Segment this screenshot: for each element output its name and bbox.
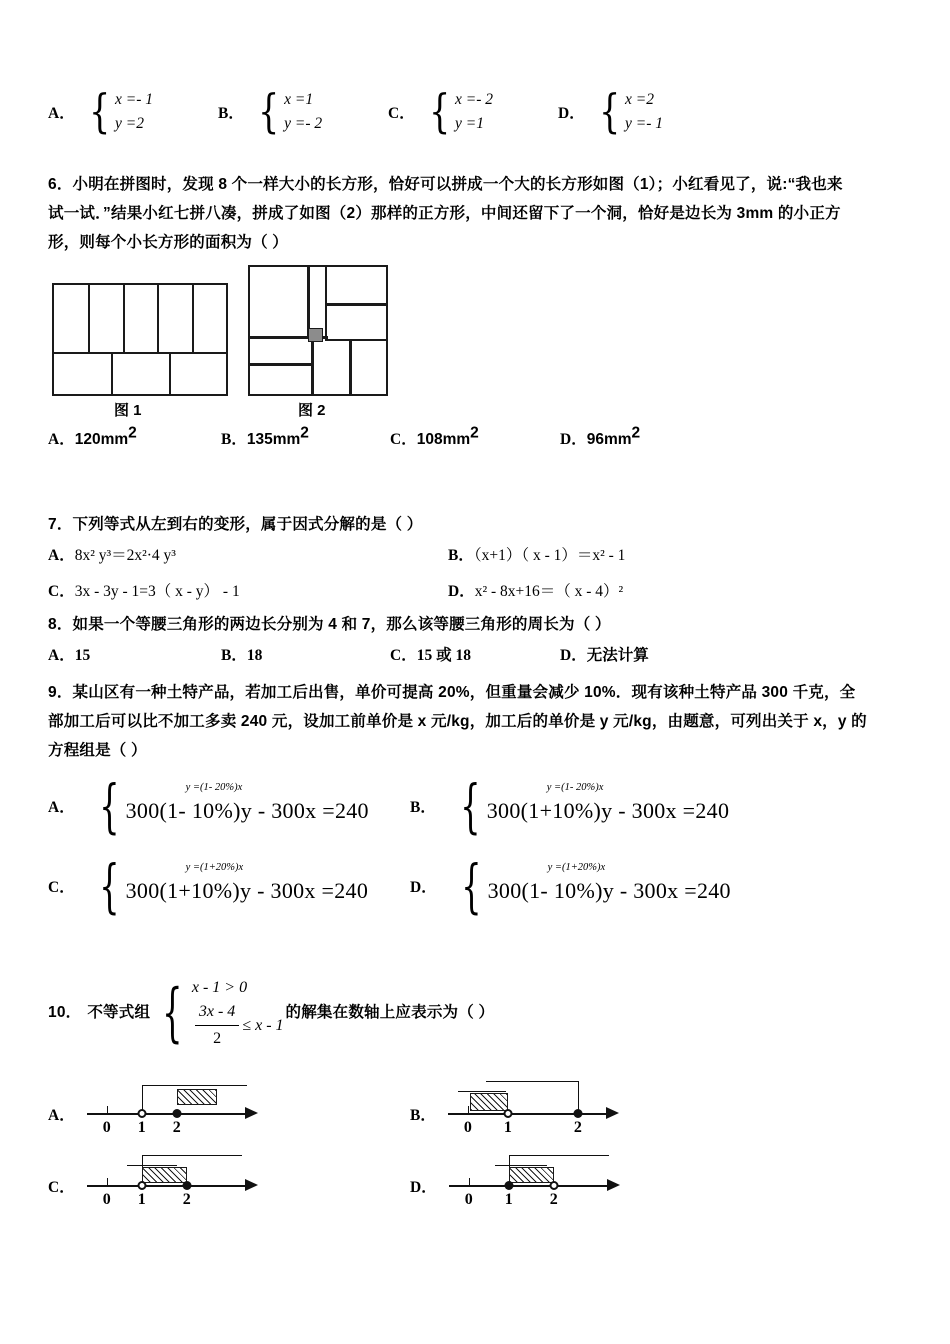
- solution-overtick-a: [142, 1085, 143, 1111]
- axis-arrow-icon-d: [607, 1179, 620, 1191]
- solution-overline-d: [509, 1155, 609, 1156]
- option-a-label-q8: A．: [48, 646, 75, 664]
- tick-label-1-b: 1: [503, 1119, 512, 1136]
- option-c-label-q9: C．: [48, 878, 75, 896]
- tick-label-0-b: 0: [463, 1119, 472, 1136]
- option-b-exp-q6: 2: [300, 424, 309, 442]
- option-b-q10[interactable]: [410, 1075, 623, 1137]
- option-a-x-q5: x =- 1: [114, 91, 153, 108]
- question-9-line1: 某山区有一种土特产品，若加工后出售，单价可提高 20%，但重量会减少 10%．现有该种土特产品 300 千克，全: [72, 684, 856, 701]
- left-brace-icon: {: [162, 975, 183, 1050]
- option-b-label-q8: B．: [221, 646, 247, 664]
- question-10: [48, 958, 906, 1235]
- tick-label-0-a: 0: [102, 1119, 111, 1136]
- tick-label-0-c: 0: [102, 1191, 111, 1208]
- option-d-label-q6: D．: [560, 430, 587, 448]
- tick-label-1-d: 1: [504, 1191, 513, 1208]
- option-b-text-q8: 18: [246, 646, 263, 664]
- left-brace-icon: {: [99, 851, 120, 920]
- question-10-suffix: 的解集在数轴上应表示为（ ）: [285, 1004, 495, 1022]
- question-6-line2: 试一试．”结果小红七拼八凑，拼成了如图（2）那样的正方形，中间还留下了一个洞，恰好是边长为 3mm 的小正方: [48, 204, 841, 222]
- option-d-exp-q6: 2: [631, 424, 641, 442]
- option-a-label-q6: A．: [48, 430, 75, 448]
- option-b-q6[interactable]: [221, 424, 309, 449]
- figure-1-bottom-row: [54, 352, 226, 393]
- option-d-label-q7: D．: [448, 582, 475, 600]
- axis-arrow-icon-b: [606, 1107, 619, 1119]
- question-7-number: 7．: [48, 516, 73, 533]
- option-c-x-q5: x =- 2: [454, 91, 493, 108]
- option-b-label-q7: B．: [448, 546, 474, 564]
- filled-dot-2-c: [182, 1181, 191, 1190]
- question-8: [48, 608, 906, 671]
- question-9-line3: 方程组是（ ）: [48, 741, 147, 759]
- option-c-small-eq-q9: y =(1+20%)x: [185, 862, 244, 874]
- option-a-exp-q6: 2: [128, 424, 137, 442]
- question-8-number: 8．: [48, 616, 73, 633]
- left-brace-icon: {: [460, 771, 481, 840]
- figure-2-hole-square: [308, 328, 323, 342]
- open-circle-1-c: [137, 1181, 146, 1190]
- f2-seg-v3: [311, 339, 313, 394]
- option-c-q9[interactable]: [48, 851, 369, 920]
- question-6-options: [48, 424, 906, 453]
- option-d-x-q5: x =2: [624, 91, 654, 108]
- option-d-small-eq-q9: y =(1+20%)x: [547, 862, 606, 874]
- option-c-main-eq-q9: 300(1+10%)y - 300x =240: [125, 878, 369, 904]
- option-a-q7[interactable]: [48, 543, 176, 565]
- option-a-value-q6: 120mm: [74, 430, 129, 448]
- number-line-d: [449, 1147, 624, 1209]
- option-b-q7[interactable]: [448, 543, 625, 565]
- option-b-small-eq-q9: y =(1- 20%)x: [546, 782, 604, 794]
- option-b-label-q5: B．: [218, 105, 244, 123]
- f2-seg-h4: [250, 363, 314, 365]
- solution-overline-c: [142, 1155, 242, 1156]
- option-b-label-q10: B．: [410, 1107, 436, 1124]
- question-8-stem-text: 如果一个等腰三角形的两边长分别为 4 和 7，那么该等腰三角形的周长为（ ）: [72, 616, 611, 633]
- tick-label-2-a: 2: [172, 1119, 181, 1136]
- option-a-q10[interactable]: [48, 1075, 262, 1137]
- question5-options-row: [48, 84, 908, 150]
- solution-overline2-c: [127, 1165, 177, 1166]
- option-b-x-q5: x =1: [284, 91, 314, 108]
- question-7-options-row2: [48, 579, 906, 609]
- figure-1-top-row: [54, 285, 226, 353]
- tick-label-2-b: 2: [573, 1119, 582, 1136]
- option-c-label-q5: C．: [388, 105, 415, 123]
- option-a-label-q5: A．: [48, 105, 75, 123]
- f2-seg-v1: [307, 267, 309, 337]
- solution-hatch-c: [142, 1167, 187, 1183]
- number-line-a: [87, 1075, 262, 1137]
- option-a-q6[interactable]: [48, 424, 137, 449]
- option-c-q7[interactable]: [48, 579, 240, 601]
- question-10-prefix: 不等式组: [87, 1004, 151, 1022]
- option-c-value-q6: 108mm: [416, 430, 471, 448]
- system-brace-a-q5: [85, 84, 153, 139]
- option-b-label-q6: B．: [221, 430, 247, 448]
- option-d-q5[interactable]: [558, 84, 663, 139]
- solution-overline2-b: [458, 1091, 506, 1092]
- option-a-main-eq-q9: 300(1- 10%)y - 300x =240: [125, 798, 369, 824]
- option-d-q10[interactable]: [410, 1147, 624, 1209]
- system-brace-d-q5: [595, 84, 663, 139]
- axis-b: [448, 1113, 608, 1115]
- option-c-label-q6: C．: [390, 430, 417, 448]
- option-c-label-q10: C．: [48, 1179, 75, 1196]
- question-6-number: 6．: [48, 176, 73, 193]
- question-6-line3: 形，则每个小长方形的面积为（ ）: [48, 233, 289, 251]
- option-b-label-q9: B．: [410, 798, 436, 816]
- question-10-options: [48, 1075, 906, 1235]
- question-10-ineq2-relation: ≤ x - 1: [242, 1016, 284, 1034]
- question-10-ineq1: x - 1 > 0: [191, 979, 248, 996]
- tick-label-2-c: 2: [182, 1191, 191, 1208]
- open-circle-1-b: [503, 1109, 512, 1118]
- option-d-q6[interactable]: [560, 424, 641, 449]
- f2-seg-h2: [325, 303, 386, 305]
- open-circle-2-d: [549, 1181, 558, 1190]
- tick-0-c: [107, 1178, 108, 1186]
- option-b-q9[interactable]: [410, 771, 730, 840]
- option-d-label-q10: D．: [410, 1179, 437, 1196]
- question-9-options-row2: [48, 851, 906, 941]
- tick-0-d: [469, 1178, 470, 1186]
- option-c-text-q8: 15 或 18: [416, 646, 471, 664]
- number-line-c: [87, 1147, 262, 1209]
- solution-hatch-b: [470, 1093, 508, 1111]
- option-d-label-q8: D．: [560, 646, 587, 664]
- option-c-y-q5: y =1: [454, 115, 484, 133]
- option-c-q10[interactable]: [48, 1147, 262, 1209]
- option-c-text-q7: 3x - 3y - 1=3（ x - y） - 1: [74, 582, 240, 600]
- question-9: [48, 676, 906, 941]
- question-10-stem: [48, 976, 906, 1051]
- f2-seg-v4: [349, 339, 351, 394]
- option-d-main-eq-q9: 300(1- 10%)y - 300x =240: [487, 878, 731, 904]
- left-brace-icon: {: [598, 84, 620, 139]
- option-a-label-q10: A．: [48, 1107, 75, 1124]
- question-9-line2-wrap: [48, 705, 906, 740]
- option-c-exp-q6: 2: [470, 424, 479, 442]
- solution-overline-a: [142, 1085, 247, 1086]
- option-b-text-q7: （x+1）（ x - 1）＝x² - 1: [473, 546, 626, 564]
- left-brace-icon: {: [461, 851, 482, 920]
- solution-hatch-d: [509, 1167, 554, 1183]
- option-b-q5[interactable]: [218, 84, 323, 139]
- option-d-text-q7: x² - 8x+16＝（ x - 4）²: [474, 582, 624, 600]
- option-d-y-q5: y =- 1: [624, 115, 663, 133]
- question-7-stem-text: 下列等式从左到右的变形，属于因式分解的是（ ）: [72, 516, 423, 533]
- option-d-text-q8: 无法计算: [586, 646, 649, 664]
- option-a-label-q7: A．: [48, 546, 75, 564]
- option-b-value-q6: 135mm: [246, 430, 301, 448]
- question-7-options-row1: [48, 543, 906, 573]
- option-d-q7[interactable]: [448, 579, 623, 601]
- number-line-b: [448, 1075, 623, 1137]
- option-d-label-q9: D．: [410, 878, 437, 896]
- option-a-q8[interactable]: [48, 643, 90, 665]
- system-brace-b-q5: [254, 84, 323, 139]
- option-d-q9[interactable]: [410, 851, 731, 920]
- figure-2-caption: 图 2: [298, 401, 326, 419]
- solution-overline2-d: [495, 1165, 547, 1166]
- figure-1-caption: 图 1: [114, 401, 142, 419]
- option-a-q5[interactable]: [48, 84, 153, 139]
- option-c-label-q7: C．: [48, 582, 75, 600]
- option-d-label-q5: D．: [558, 105, 585, 123]
- question-9-number: 9．: [48, 684, 73, 701]
- tick-label-2-d: 2: [549, 1191, 558, 1208]
- figure-2-square-tiling: [248, 265, 388, 396]
- question-9-line2: 部加工后可以比不加工多卖 240 元，设加工前单价是 x 元/kg，加工后的单价是 y 元/kg，由题意，可列出关于 x，y 的: [48, 712, 867, 730]
- question-6-line1: 小明在拼图时，发现 8 个一样大小的长方形，恰好可以拼成一个大的长方形如图（1）；小红看见了，说:“我也来: [72, 176, 843, 193]
- option-a-q9[interactable]: [48, 771, 369, 840]
- question-9-options-row1: [48, 771, 906, 861]
- tick-label-0-d: 0: [464, 1191, 473, 1208]
- system-brace-c-q5: [425, 84, 493, 139]
- axis-arrow-icon-a: [245, 1107, 258, 1119]
- option-b-q8[interactable]: [221, 643, 262, 665]
- axis-d: [449, 1185, 609, 1187]
- option-d-value-q6: 96mm: [586, 430, 632, 448]
- question-7-stem: [48, 508, 906, 543]
- question-8-options: [48, 643, 906, 671]
- solution-hatch-a: [177, 1089, 217, 1105]
- option-c-label-q8: C．: [390, 646, 417, 664]
- solution-overline-b: [486, 1081, 578, 1082]
- tick-0-b: [468, 1106, 469, 1114]
- left-brace-icon: {: [428, 84, 450, 139]
- question-10-ineq2-numerator: 3x - 4: [195, 1000, 239, 1026]
- solution-overtick-b: [578, 1081, 579, 1111]
- filled-dot-2-b: [573, 1109, 582, 1118]
- left-brace-icon: {: [99, 771, 120, 840]
- axis-c: [87, 1185, 247, 1187]
- question-6: [48, 168, 906, 453]
- tick-0-a: [107, 1106, 108, 1114]
- filled-dot-1-d: [504, 1181, 513, 1190]
- tick-label-1-a: 1: [137, 1119, 146, 1136]
- question-8-stem: [48, 608, 906, 643]
- left-brace-icon: {: [257, 84, 280, 139]
- question-10-ineq2: [192, 1000, 284, 1051]
- option-c-q5[interactable]: [388, 84, 493, 139]
- option-d-q8[interactable]: [560, 643, 649, 665]
- question-10-system: [192, 976, 284, 1051]
- axis-arrow-icon-c: [245, 1179, 258, 1191]
- option-a-text-q8: 15: [74, 646, 91, 664]
- option-a-label-q9: A．: [48, 798, 75, 816]
- question-10-ineq2-denominator: 2: [213, 1030, 222, 1047]
- left-brace-icon: {: [88, 84, 110, 139]
- filled-dot-2-a: [172, 1109, 181, 1118]
- option-c-q8[interactable]: [390, 643, 471, 665]
- option-a-small-eq-q9: y =(1- 20%)x: [185, 782, 243, 794]
- axis-a: [87, 1113, 247, 1115]
- open-circle-1-a: [137, 1109, 146, 1118]
- question-7: [48, 508, 906, 609]
- tick-label-1-c: 1: [137, 1191, 146, 1208]
- figure-1-rectangle-tiling: [52, 283, 228, 396]
- option-b-y-q5: y =- 2: [284, 115, 323, 133]
- option-c-q6[interactable]: [390, 424, 479, 449]
- f2-seg-h3: [325, 339, 386, 341]
- question-6-figures: [48, 273, 906, 423]
- option-a-text-q7: 8x² y³＝2x²·4 y³: [74, 546, 176, 564]
- option-b-main-eq-q9: 300(1+10%)y - 300x =240: [486, 798, 730, 824]
- option-a-y-q5: y =2: [114, 115, 144, 133]
- question-10-number: 10．: [48, 1004, 82, 1022]
